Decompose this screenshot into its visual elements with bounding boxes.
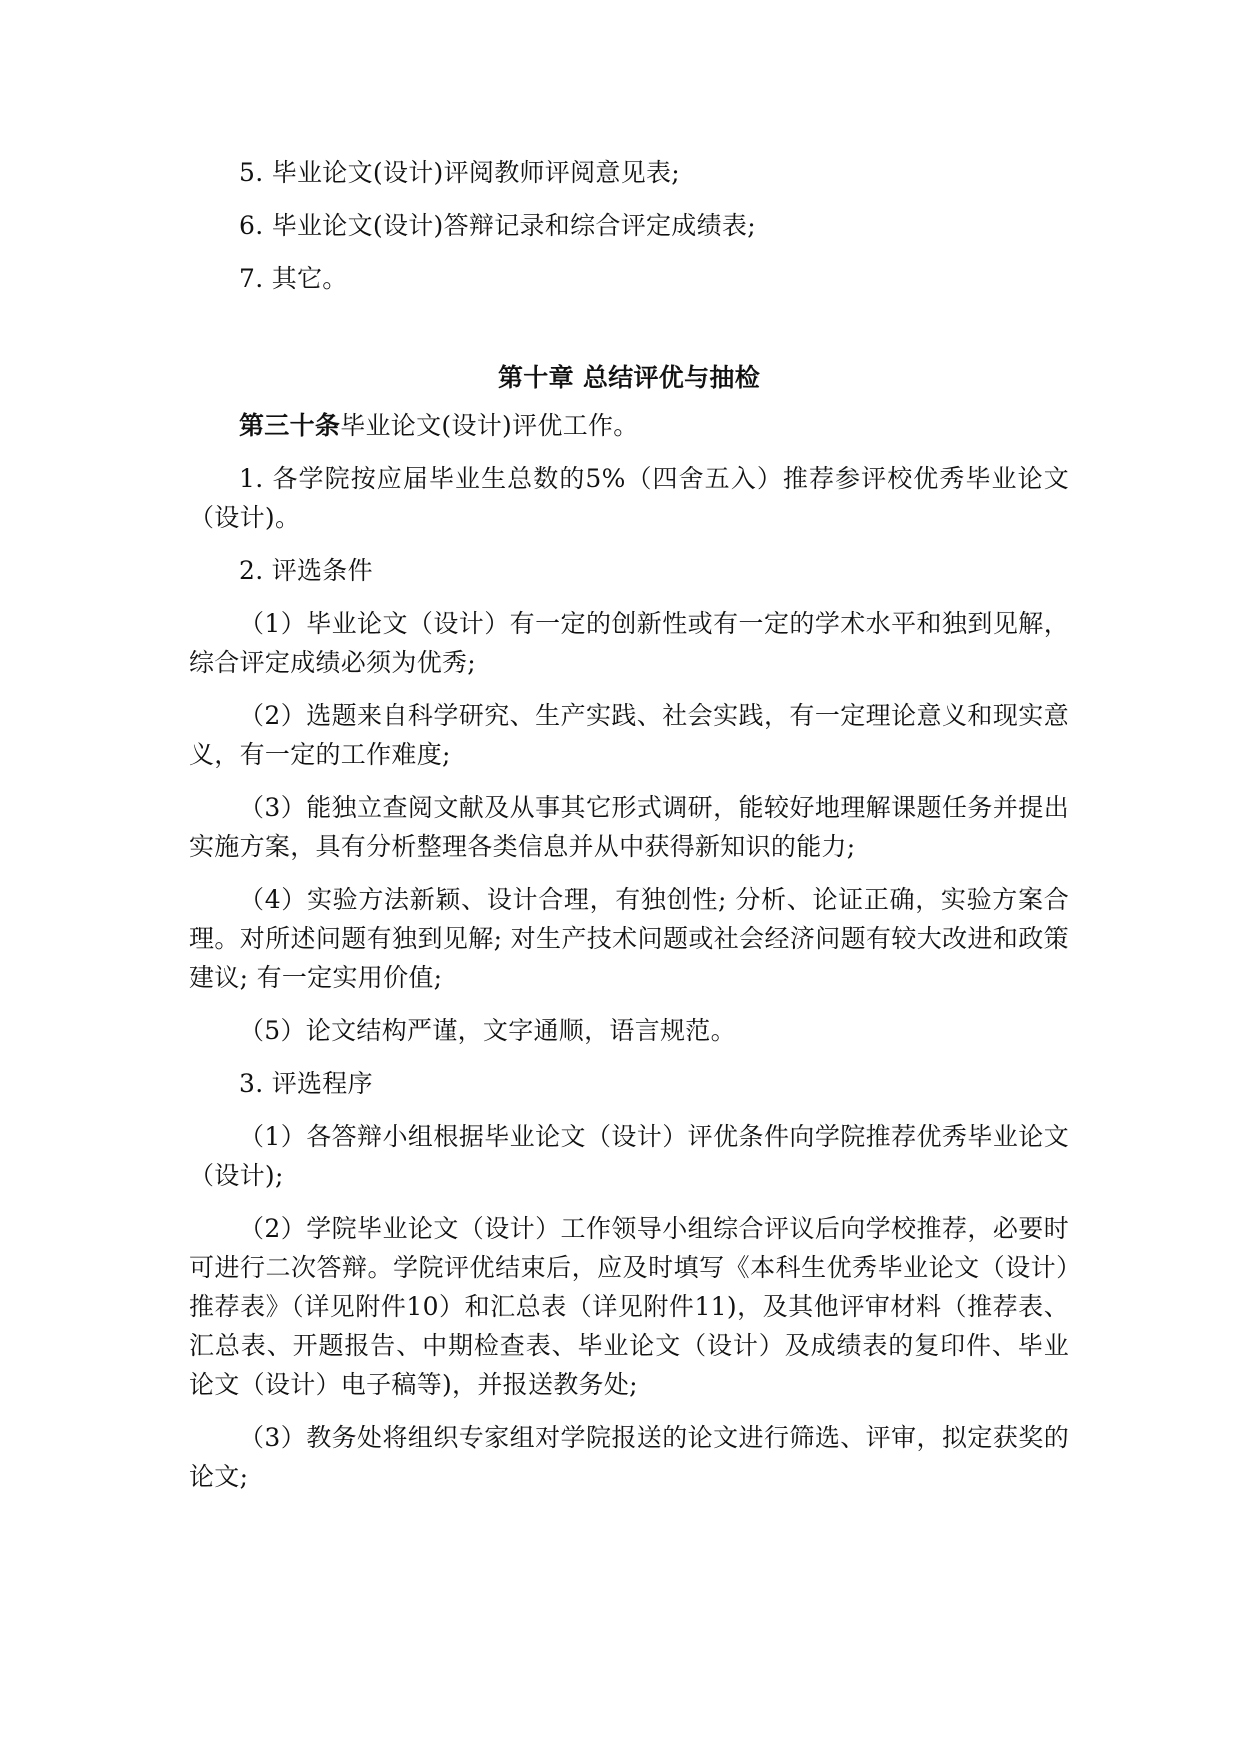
paragraph: （1）各答辩小组根据毕业论文（设计）评优条件向学院推荐优秀毕业论文（设计); <box>189 1122 1069 1190</box>
paragraph: （5）论文结构严谨，文字通顺，语言规范。 <box>239 1016 736 1045</box>
paragraph: （3）教务处将组织专家组对学院报送的论文进行筛选、评审，拟定获奖的论文; <box>189 1423 1069 1491</box>
paragraph: 3. 评选程序 <box>239 1069 373 1098</box>
article-text: 毕业论文(设计)评优工作。 <box>340 411 639 440</box>
article-label: 第三十条 <box>239 411 341 440</box>
chapter-title: 第十章 总结评优与抽检 <box>497 363 760 392</box>
list-item: 6. 毕业论文(设计)答辩记录和综合评定成绩表; <box>239 211 756 240</box>
paragraph: （2）学院毕业论文（设计）工作领导小组综合评议后向学校推荐，必要时可进行二次答辩。学院评优结束后，应及时填写《本科生优秀毕业论文（设计）推荐表》（详见附件10）和汇总表（详见附件11)，及其他评审材料（推荐表、汇总表、开题报告、中期检查表、毕业论文（设计）及成绩表的复印件、毕业论文（设计）电子稿等)，并报送教务处; <box>189 1214 1069 1399</box>
list-item: 5. 毕业论文(设计)评阅教师评阅意见表; <box>239 158 681 187</box>
article-paragraph <box>189 406 1069 445</box>
paragraph: （4）实验方法新颖、设计合理，有独创性; 分析、论证正确，实验方案合理。对所述问题有独到见解; 对生产技术问题或社会经济问题有较大改进和政策建议; 有一定实用价值; <box>189 885 1069 992</box>
paragraph: 2. 评选条件 <box>239 556 373 585</box>
list-item: 7. 其它。 <box>239 264 348 293</box>
paragraph: （2）选题来自科学研究、生产实践、社会实践，有一定理论意义和现实意义，有一定的工作难度; <box>189 701 1069 769</box>
paragraph: （3）能独立查阅文献及从事其它形式调研，能较好地理解课题任务并提出实施方案，具有分析整理各类信息并从中获得新知识的能力; <box>189 793 1069 861</box>
paragraph: （1）毕业论文（设计）有一定的创新性或有一定的学术水平和独到见解，综合评定成绩必须为优秀; <box>189 609 1069 677</box>
paragraph: 1. 各学院按应届毕业生总数的5%（四舍五入）推荐参评校优秀毕业论文（设计)。 <box>189 464 1069 532</box>
document-body <box>189 153 1069 1510</box>
